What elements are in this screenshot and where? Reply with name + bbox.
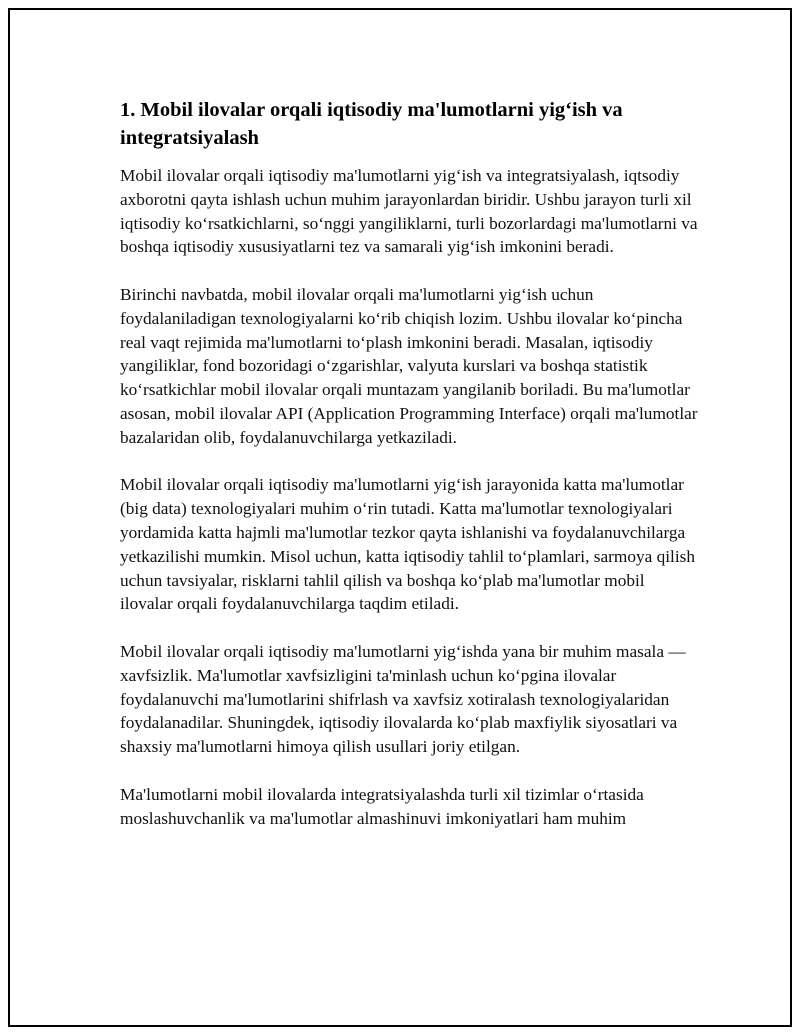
paragraph: Mobil ilovalar orqali iqtisodiy ma'lumotlarni yig‘ish jarayonida katta ma'lumotlar (big data) texnologiyalari muhim o‘rin tutadi. Katta ma'lumotlar texnologiyalari yordamida katta hajmli ma'lumotlar tezkor qayta ishlanishi va foydalanuvchilarga yetkazilishi mumkin. Misol uchun, katta iqtisodiy tahlil to‘plamlari, sarmoya qilish uchun tavsiyalar, risklarni tahlil qilish va boshqa ko‘plab ma'lumotlar mobil ilovalar orqali foydalanuvchilarga taqdim etiladi. <box>120 475 696 614</box>
paragraph: Mobil ilovalar orqali iqtisodiy ma'lumotlarni yig‘ishda yana bir muhim masala — xavfsizlik. Ma'lumotlar xavfsizligini ta'minlash uchun ko‘pgina ilovalar foydalanuvchi ma'lumotlarini shifrlash va xavfsiz xotiralash texnologiyalaridan foydalanadilar. Shuningdek, iqtisodiy ilovalarda ko‘plab maxfiylik siyosatlari va shaxsiy ma'lumotlarni himoya qilish usullari joriy etilgan. <box>120 641 686 757</box>
page-frame <box>8 8 792 1027</box>
document-body <box>120 96 700 854</box>
paragraph: Birinchi navbatda, mobil ilovalar orqali ma'lumotlarni yig‘ish uchun foydalaniladigan texnologiyalarni ko‘rib chiqish lozim. Ushbu ilovalar ko‘pincha real vaqt rejimida ma'lumotlarni to‘plash imkonini beradi. Masalan, iqtisodiy yangiliklar, fond bozoridagi o‘zgarishlar, valyuta kurslari va boshqa statistik ko‘rsatkichlar mobil ilovalar orqali muntazam yangilanib boriladi. Bu ma'lumotlar asosan, mobil ilovalar API (Application Programming Interface) orqali ma'lumotlar bazalaridan olib, foydalanuvchilarga yetkaziladi. <box>120 284 698 447</box>
section-heading: 1. Mobil ilovalar orqali iqtisodiy ma'lumotlarni yig‘ish va integratsiyalash <box>120 99 623 149</box>
paragraph: Mobil ilovalar orqali iqtisodiy ma'lumotlarni yig‘ish va integratsiyalash, iqtsodiy axborotni qayta ishlash uchun muhim jarayonlardan biridir. Ushbu jarayon turli xil iqtisodiy ko‘rsatkichlarni, so‘nggi yangiliklarni, turli bozorlardagi ma'lumotlarni va boshqa iqtisodiy xususiyatlarni tez va samarali yig‘ish imkonini beradi. <box>120 166 698 257</box>
paragraph: Ma'lumotlarni mobil ilovalarda integratsiyalashda turli xil tizimlar o‘rtasida moslashuvchanlik va ma'lumotlar almashinuvi imkoniyatlari ham muhim <box>120 784 644 828</box>
